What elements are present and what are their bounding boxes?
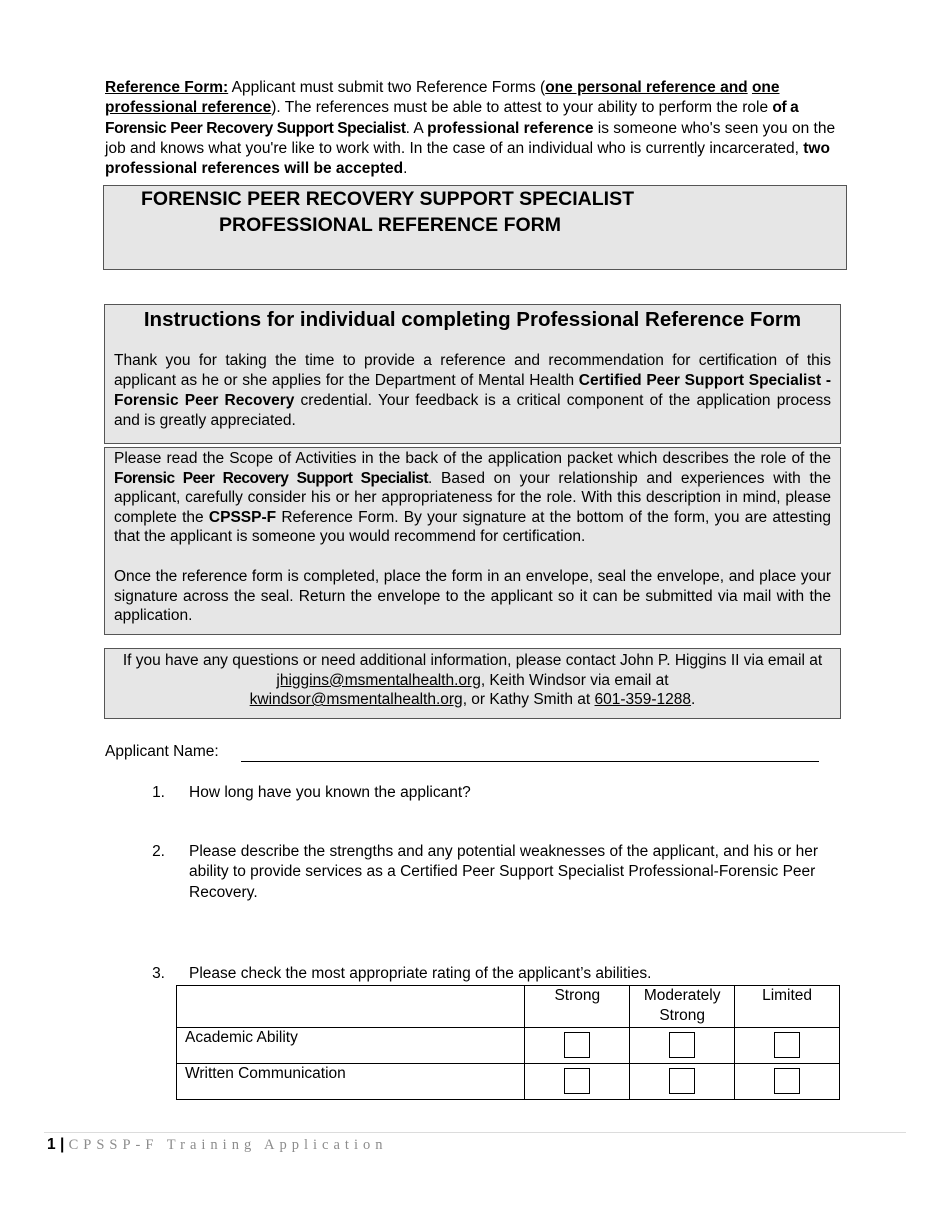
ability-label: Academic Ability [177,1028,525,1064]
intro-text: Applicant must submit two Reference Forms ( [228,79,546,96]
instructions-paragraph-1 [114,351,831,431]
intro-bold: professional reference [427,119,594,137]
intro-emphasis: one professional reference [105,79,780,117]
instructions-paragraph-2 [114,449,831,547]
contact-text: If you have any questions or need additional information, please contact John P. Higgins II via email at [122,652,823,669]
table-row [177,1064,840,1100]
instructions-text: Please read the Scope of Activities in the back of the application packet which describes the role of the [114,450,831,467]
contact-text: , Keith Windsor via email at [480,671,669,689]
checkbox-academic-moderately-strong[interactable] [669,1032,695,1058]
rating-header-row [177,986,840,1028]
intro-text: ). The references must be able to attest to your ability to perform the role [271,99,773,117]
footer-separator: | [59,1136,65,1153]
form-title-box [103,185,847,270]
checkbox-written-moderately-strong[interactable] [669,1068,695,1094]
footer-divider [44,1132,906,1133]
question-number: 2. [152,843,165,860]
checkbox-written-strong[interactable] [564,1068,590,1094]
question-text: How long have you known the applicant? [189,784,471,801]
instructions-text: credential. Your feedback is a critical component of the application process and is greatly appreciated. [114,392,832,429]
page-number: 1 [47,1136,56,1153]
question-number: 1. [152,784,165,801]
role-name: Forensic Peer Recovery Support Specialist [114,469,429,487]
checkbox-written-limited[interactable] [774,1068,800,1094]
rating-cell [630,1028,735,1064]
phone-link[interactable]: 601-359-1288 [594,691,692,709]
instructions-text: Thank you for taking the time to provide a reference and recommendation for certification of this applicant as he or she applies for the Department of Mental Health [114,352,831,389]
question-text: Please describe the strengths and any potential weaknesses of the applicant, and his or her ability to provide services as a Certified Peer Support Specialist Professional-Forensic Peer Recovery. [189,843,819,901]
rating-header-strong: Strong [525,986,630,1028]
checkbox-academic-strong[interactable] [564,1032,590,1058]
ability-label: Written Communication [177,1064,525,1100]
applicant-name-field[interactable] [241,761,819,762]
credential-name: Certified Peer Support Specialist - Forensic Peer Recovery [114,372,831,409]
intro-text: . [403,160,408,178]
instructions-text: . Based on your relationship and experiences with the applicant, carefully consider his or her appropriateness for the role. With this description in mind, please complete the [114,469,831,526]
instructions-text: Reference Form. By your signature at the bottom of the form, you are attesting that the applicant is someone you would recommend for certification. [114,508,831,546]
rating-cell [525,1064,630,1100]
instructions-paragraph-3: Once the reference form is completed, place the form in an envelope, seal the envelope, and place your signature across the seal. Return the envelope to the applicant so it can be submitted via mail with the application. [114,568,831,625]
instructions-box [104,304,841,444]
page-footer [47,1136,387,1154]
applicant-name-label: Applicant Name: [105,743,219,760]
intro-label: Reference Form: [105,79,229,96]
contact-box [104,648,841,719]
intro-emphasis: one personal reference and [545,79,748,96]
intro-text: . A [405,119,428,137]
contact-text: . [691,691,696,709]
footer-title: CPSSP-F Training Application [68,1137,388,1153]
rating-table [176,985,840,1100]
email-link-higgins[interactable]: jhiggins@msmentalhealth.org [276,671,481,689]
intro-bold: of a Forensic Peer Recovery Support Specialist [105,99,799,137]
instructions-heading: Instructions for individual completing Professional Reference Form [143,308,802,331]
question-number: 3. [152,965,165,982]
intro-text: is someone who's seen you on the job and knows what you're like to work with. In the case of an individual who is currently incarcerated, [105,119,836,157]
instructions-box-2 [104,447,841,635]
email-link-windsor[interactable]: kwindsor@msmentalhealth.org [249,691,463,709]
question-text: Please check the most appropriate rating of the applicant’s abilities. [189,965,652,982]
checkbox-academic-limited[interactable] [774,1032,800,1058]
rating-cell [735,1064,840,1100]
intro-bold: two professional references will be accepted [105,139,830,178]
rating-cell [525,1028,630,1064]
form-code: CPSSP-F [208,508,277,526]
rating-header-moderately-strong: Moderately Strong [630,986,735,1028]
rating-header-blank [177,986,525,1028]
rating-cell [630,1064,735,1100]
intro-paragraph [105,78,840,179]
form-title-line1: FORENSIC PEER RECOVERY SUPPORT SPECIALIST [141,188,635,210]
rating-cell [735,1028,840,1064]
contact-text: , or Kathy Smith at [462,691,595,709]
rating-header-limited: Limited [735,986,840,1028]
form-title-line2: PROFESSIONAL REFERENCE FORM [219,214,562,236]
table-row [177,1028,840,1064]
